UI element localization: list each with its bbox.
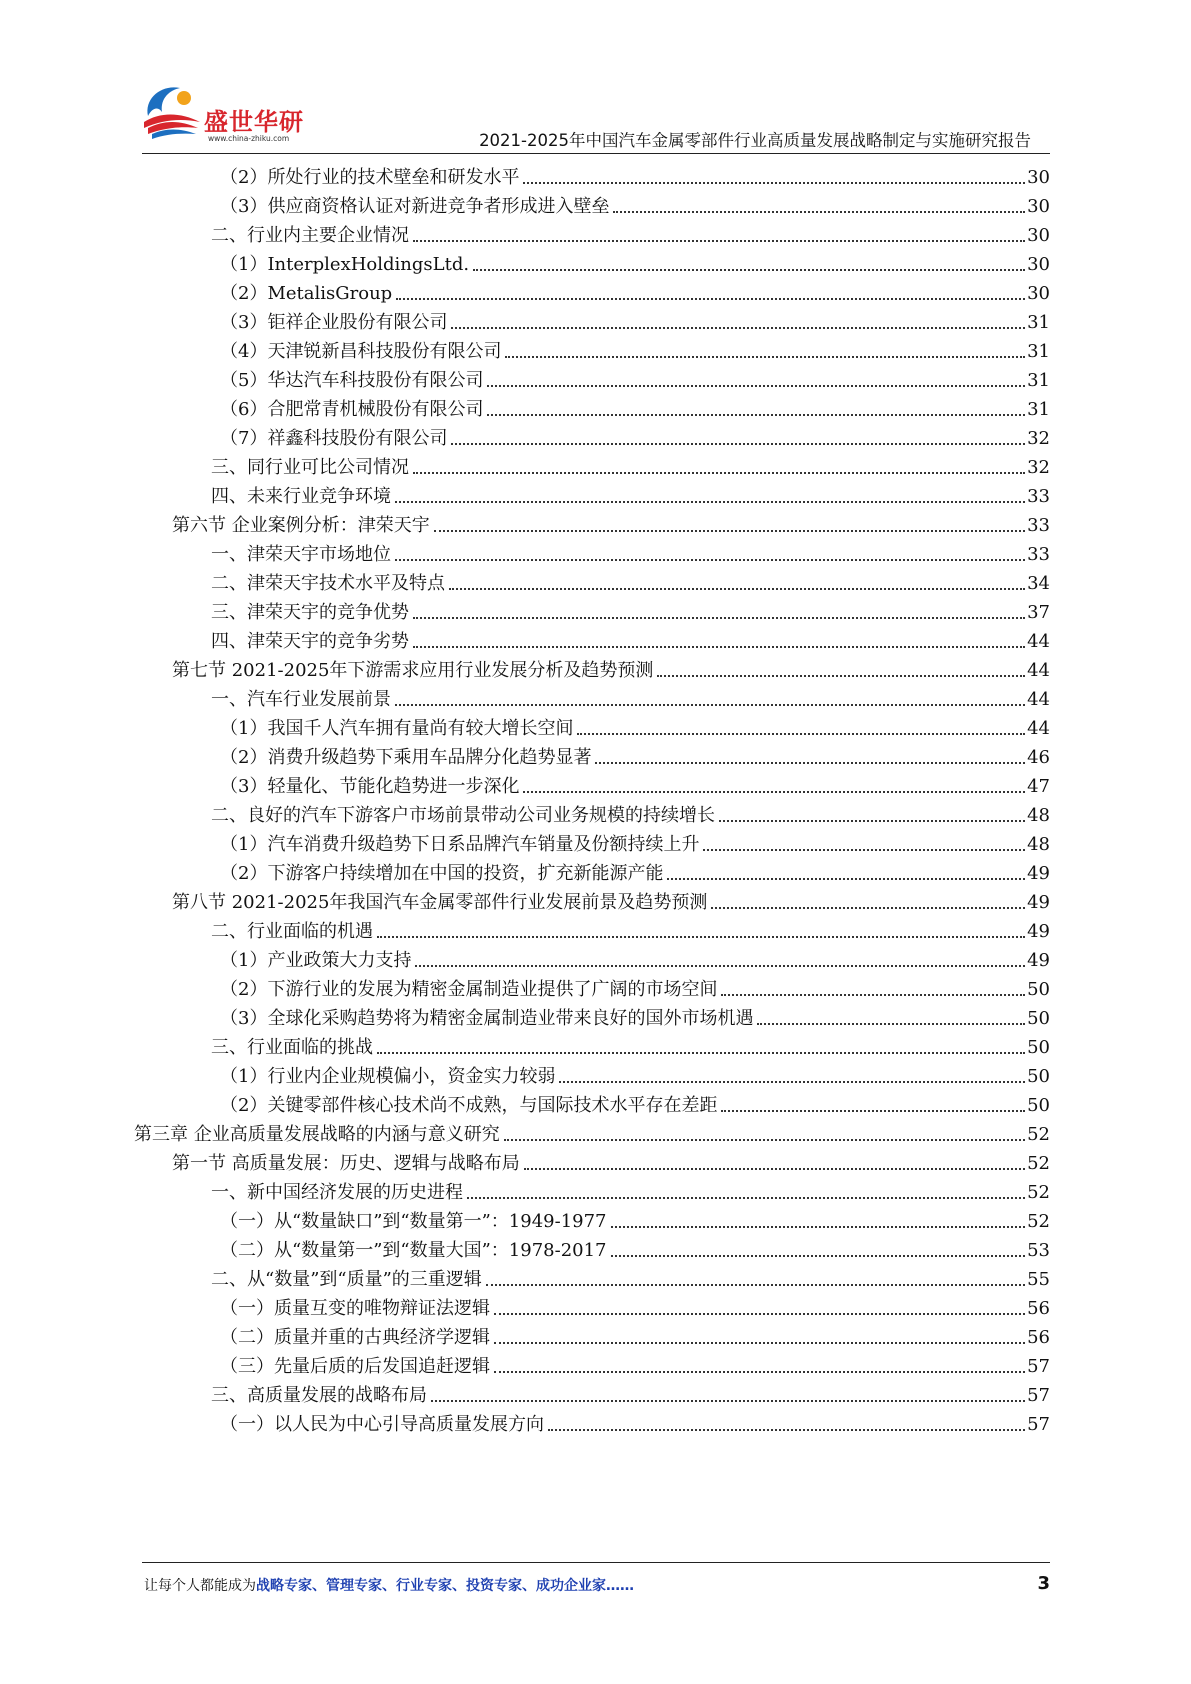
toc-entry-page: 30 [1027, 196, 1050, 217]
toc-leader-dots [467, 1197, 1025, 1199]
toc-entry-label: （2）下游客户持续增加在中国的投资，扩充新能源产能 [220, 863, 664, 884]
toc-entry-page: 50 [1027, 1095, 1050, 1116]
toc-entry-label: 第七节 2021-2025年下游需求应用行业发展分析及趋势预测 [172, 660, 654, 681]
toc-entry-label: （三）先量后质的后发国追赶逻辑 [220, 1356, 490, 1377]
toc-entry-page: 57 [1027, 1385, 1050, 1406]
toc-entry-page: 52 [1027, 1182, 1050, 1203]
toc-entry[interactable] [211, 564, 1050, 595]
toc-entry-page: 50 [1027, 1037, 1050, 1058]
report-title: 2021-2025年中国汽车金属零部件行业高质量发展战略制定与实施研究报告 [479, 131, 1031, 150]
toc-entry[interactable] [220, 854, 1050, 885]
toc-entry-page: 47 [1027, 776, 1050, 797]
toc-leader-dots [494, 1342, 1025, 1344]
toc-entry[interactable] [211, 448, 1050, 479]
toc-entry[interactable] [211, 1028, 1050, 1059]
toc-entry-label: （3）钜祥企业股份有限公司 [220, 312, 448, 333]
toc-entry-page: 56 [1027, 1298, 1050, 1319]
toc-entry[interactable] [134, 1115, 1050, 1146]
page-header [0, 0, 1191, 150]
toc-entry[interactable] [220, 1231, 1050, 1262]
toc-entry-label: （2）关键零部件核心技术尚不成熟，与国际技术水平存在差距 [220, 1095, 718, 1116]
toc-entry-label: （1）汽车消费升级趋势下日系品牌汽车销量及份额持续上升 [220, 834, 700, 855]
toc-entry[interactable] [172, 651, 1050, 682]
toc-leader-dots [377, 936, 1025, 938]
footer-slogan-lead: 让每个人都能成为 [144, 1578, 256, 1594]
toc-entry-label: （1）行业内企业规模偏小，资金实力较弱 [220, 1066, 556, 1087]
toc-entry-label: （一）质量互变的唯物辩证法逻辑 [220, 1298, 490, 1319]
toc-entry[interactable] [220, 1086, 1050, 1117]
toc-entry[interactable] [211, 216, 1050, 247]
toc-leader-dots [413, 472, 1025, 474]
toc-leader-dots [487, 385, 1025, 387]
toc-entry[interactable] [211, 535, 1050, 566]
toc-leader-dots [413, 240, 1025, 242]
toc-entry[interactable] [220, 303, 1050, 334]
toc-leader-dots [504, 1139, 1025, 1141]
toc-entry-page: 44 [1027, 718, 1050, 739]
toc-leader-dots [434, 530, 1025, 532]
toc-entry-label: 三、高质量发展的战略布局 [211, 1385, 427, 1406]
toc-entry-label: （2）MetalisGroup [220, 283, 393, 304]
toc-entry[interactable] [220, 1202, 1050, 1233]
toc-entry-page: 49 [1027, 863, 1050, 884]
toc-entry-page: 46 [1027, 747, 1050, 768]
toc-entry[interactable] [172, 883, 1050, 914]
toc-entry-label: 第八节 2021-2025年我国汽车金属零部件行业发展前景及趋势预测 [172, 892, 708, 913]
toc-entry-page: 34 [1027, 573, 1050, 594]
toc-entry-label: （2）所处行业的技术壁垒和研发水平 [220, 167, 520, 188]
toc-entry[interactable] [220, 941, 1050, 972]
toc-entry[interactable] [220, 1289, 1050, 1320]
toc-leader-dots [395, 559, 1025, 561]
toc-entry-page: 33 [1027, 486, 1050, 507]
toc-leader-dots [395, 501, 1025, 503]
toc-entry[interactable] [220, 1057, 1050, 1088]
toc-entry-label: （一）从“数量缺口”到“数量第一”：1949-1977 [220, 1211, 607, 1232]
toc-entry-label: （3）全球化采购趋势将为精密金属制造业带来良好的国外市场机遇 [220, 1008, 754, 1029]
toc-entry[interactable] [220, 738, 1050, 769]
toc-entry-label: （3）供应商资格认证对新进竞争者形成进入壁垒 [220, 196, 610, 217]
toc-entry-page: 50 [1027, 1008, 1050, 1029]
toc-entry-label: 第六节 企业案例分析：津荣天宇 [172, 515, 430, 536]
toc-entry-label: （一）以人民为中心引导高质量发展方向 [220, 1414, 544, 1435]
toc-entry[interactable] [220, 245, 1050, 276]
toc-entry[interactable] [220, 274, 1050, 305]
toc-entry[interactable] [211, 1376, 1050, 1407]
toc-entry-page: 33 [1027, 515, 1050, 536]
toc-entry[interactable] [220, 187, 1050, 218]
toc-leader-dots [577, 733, 1025, 735]
toc-entry-page: 31 [1027, 341, 1050, 362]
toc-entry-label: （1）我国千人汽车拥有量尚有较大增长空间 [220, 718, 574, 739]
toc-entry-page: 52 [1027, 1211, 1050, 1232]
toc-leader-dots [757, 1023, 1025, 1025]
toc-entry[interactable] [211, 796, 1050, 827]
toc-entry[interactable] [172, 506, 1050, 537]
toc-leader-dots [413, 646, 1025, 648]
toc-entry-label: 三、津荣天宇的竞争优势 [211, 602, 409, 623]
toc-leader-dots [523, 791, 1025, 793]
toc-leader-dots [449, 588, 1025, 590]
toc-entry[interactable] [220, 970, 1050, 1001]
toc-leader-dots [613, 211, 1025, 213]
toc-leader-dots [396, 298, 1025, 300]
footer-divider [142, 1562, 1050, 1563]
toc-entry-page: 56 [1027, 1327, 1050, 1348]
toc-entry-label: （2）下游行业的发展为精密金属制造业提供了广阔的市场空间 [220, 979, 718, 1000]
toc-leader-dots [711, 907, 1025, 909]
toc-leader-dots [413, 617, 1025, 619]
toc-entry-label: （5）华达汽车科技股份有限公司 [220, 370, 484, 391]
toc-entry[interactable] [220, 158, 1050, 189]
toc-entry-page: 30 [1027, 254, 1050, 275]
toc-entry-page: 57 [1027, 1356, 1050, 1377]
toc-leader-dots [523, 182, 1025, 184]
toc-entry-page: 37 [1027, 602, 1050, 623]
toc-entry-page: 50 [1027, 1066, 1050, 1087]
toc-entry-label: 三、行业面临的挑战 [211, 1037, 373, 1058]
toc-entry-label: （1）产业政策大力支持 [220, 950, 412, 971]
toc-leader-dots [611, 1226, 1026, 1228]
toc-entry-label: 一、津荣天宇市场地位 [211, 544, 391, 565]
toc-entry-label: （7）祥鑫科技股份有限公司 [220, 428, 448, 449]
toc-entry-page: 33 [1027, 544, 1050, 565]
toc-leader-dots [451, 443, 1025, 445]
page-footer [144, 1575, 1050, 1601]
toc-leader-dots [473, 269, 1025, 271]
toc-entry-page: 44 [1027, 660, 1050, 681]
toc-entry[interactable] [211, 477, 1050, 508]
toc-entry-label: （2）消费升级趋势下乘用车品牌分化趋势显著 [220, 747, 592, 768]
toc-leader-dots [487, 414, 1025, 416]
toc-entry[interactable] [220, 1405, 1050, 1436]
toc-entry[interactable] [211, 912, 1050, 943]
toc-entry[interactable] [211, 622, 1050, 653]
toc-leader-dots [657, 675, 1025, 677]
toc-leader-dots [595, 762, 1025, 764]
logo-mark-icon [140, 82, 210, 142]
toc-entry-label: （二）从“数量第一”到“数量大国”：1978-2017 [220, 1240, 607, 1261]
toc-entry-label: 三、同行业可比公司情况 [211, 457, 409, 478]
toc-entry-page: 48 [1027, 834, 1050, 855]
toc-entry-page: 52 [1027, 1153, 1050, 1174]
toc-entry-page: 31 [1027, 370, 1050, 391]
toc-entry[interactable] [220, 361, 1050, 392]
toc-leader-dots [703, 849, 1025, 851]
toc-entry-page: 44 [1027, 631, 1050, 652]
toc-entry[interactable] [220, 825, 1050, 856]
toc-leader-dots [721, 994, 1025, 996]
toc-entry-page: 30 [1027, 167, 1050, 188]
toc-entry-page: 49 [1027, 950, 1050, 971]
toc-leader-dots [431, 1400, 1025, 1402]
toc-entry-page: 30 [1027, 283, 1050, 304]
toc-entry[interactable] [220, 999, 1050, 1030]
toc-leader-dots [611, 1255, 1026, 1257]
toc-entry[interactable] [211, 1173, 1050, 1204]
toc-entry-page: 32 [1027, 428, 1050, 449]
toc-leader-dots [451, 327, 1025, 329]
toc-entry[interactable] [220, 709, 1050, 740]
toc-entry[interactable] [211, 680, 1050, 711]
toc-entry-label: （1）InterplexHoldingsLtd. [220, 254, 470, 275]
toc-entry[interactable] [172, 1144, 1050, 1175]
brand-url: www.china-zhiku.com [208, 134, 290, 143]
toc-entry[interactable] [211, 593, 1050, 624]
toc-entry-label: 一、新中国经济发展的历史进程 [211, 1182, 463, 1203]
toc-entry-page: 44 [1027, 689, 1050, 710]
toc-entry-page: 49 [1027, 921, 1050, 942]
toc-entry-label: 四、津荣天宇的竞争劣势 [211, 631, 409, 652]
toc-entry-label: 四、未来行业竞争环境 [211, 486, 391, 507]
toc-entry[interactable] [220, 390, 1050, 421]
toc-leader-dots [377, 1052, 1025, 1054]
toc-entry-page: 31 [1027, 312, 1050, 333]
toc-entry[interactable] [220, 1347, 1050, 1378]
toc-leader-dots [486, 1284, 1025, 1286]
toc-entry[interactable] [211, 1260, 1050, 1291]
toc-entry[interactable] [220, 419, 1050, 450]
toc-entry[interactable] [220, 767, 1050, 798]
toc-leader-dots [395, 704, 1025, 706]
page-number: 3 [1037, 1573, 1050, 1594]
toc-entry-label: 二、行业内主要企业情况 [211, 225, 409, 246]
toc-leader-dots [721, 1110, 1025, 1112]
toc-leader-dots [559, 1081, 1025, 1083]
toc-entry[interactable] [220, 1318, 1050, 1349]
toc-entry-label: 二、从“数量”到“质量”的三重逻辑 [211, 1269, 482, 1290]
toc-entry[interactable] [220, 332, 1050, 363]
toc-entry-page: 48 [1027, 805, 1050, 826]
toc-entry-label: 第三章 企业高质量发展战略的内涵与意义研究 [134, 1124, 500, 1145]
toc-leader-dots [667, 878, 1025, 880]
toc-entry-label: （4）天津锐新昌科技股份有限公司 [220, 341, 502, 362]
toc-entry-label: 二、良好的汽车下游客户市场前景带动公司业务规模的持续增长 [211, 805, 715, 826]
toc-entry-page: 31 [1027, 399, 1050, 420]
toc-entry-page: 55 [1027, 1269, 1050, 1290]
toc-leader-dots [524, 1168, 1025, 1170]
toc-entry-label: （二）质量并重的古典经济学逻辑 [220, 1327, 490, 1348]
toc-entry-label: 二、行业面临的机遇 [211, 921, 373, 942]
toc-entry-page: 53 [1027, 1240, 1050, 1261]
toc-leader-dots [415, 965, 1025, 967]
brand-name: 盛世华研 [204, 108, 304, 136]
toc-entry-page: 52 [1027, 1124, 1050, 1145]
header-divider [142, 153, 1050, 154]
toc-leader-dots [505, 356, 1025, 358]
toc-leader-dots [494, 1313, 1025, 1315]
toc-entry-page: 30 [1027, 225, 1050, 246]
toc-entry-page: 57 [1027, 1414, 1050, 1435]
brand-logo [140, 82, 315, 152]
toc-leader-dots [548, 1429, 1025, 1431]
toc-entry-page: 49 [1027, 892, 1050, 913]
toc-entry-label: （6）合肥常青机械股份有限公司 [220, 399, 484, 420]
toc-entry-page: 50 [1027, 979, 1050, 1000]
toc-leader-dots [494, 1371, 1025, 1373]
toc-entry-page: 32 [1027, 457, 1050, 478]
toc-entry-label: 一、汽车行业发展前景 [211, 689, 391, 710]
toc-entry-label: （3）轻量化、节能化趋势进一步深化 [220, 776, 520, 797]
toc-entry-label: 二、津荣天宇技术水平及特点 [211, 573, 445, 594]
toc-entry-label: 第一节 高质量发展：历史、逻辑与战略布局 [172, 1153, 520, 1174]
toc-leader-dots [719, 820, 1025, 822]
footer-slogan-highlight: 战略专家、管理专家、行业专家、投资专家、成功企业家…… [256, 1578, 634, 1594]
